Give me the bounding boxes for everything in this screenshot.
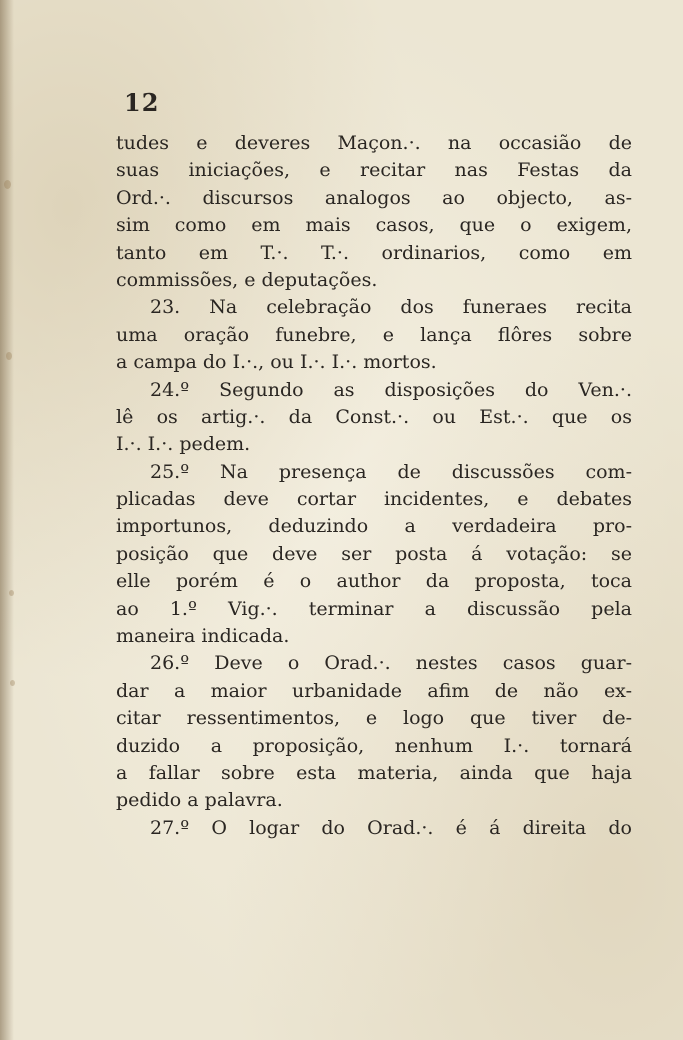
article-27-line: 27.º O logar do Orad.·. é á direita do [150,816,632,839]
text-line: elle porém é o author da proposta, toca [116,570,632,593]
page-edge-shadow [0,0,14,1040]
paper-stain [10,680,15,686]
text-line: a fallar sobre esta materia, ainda que haja [116,761,632,784]
text-line: uma oração funebre, e lança flôres sobre [116,323,632,346]
text-line: ao 1.º Vig.·. terminar a discussão pela [116,597,632,620]
text-line: lê os artig.·. da Const.·. ou Est.·. que os [116,405,632,428]
text-line: Ord.·. discursos analogos ao objecto, as- [116,186,632,209]
article-23-line: 23. Na celebração dos funeraes recita [150,296,632,319]
article-24-line: 24.º Segundo as disposições do Ven.·. [150,378,632,401]
text-line: sim como em mais casos, que o exigem, [116,214,632,237]
text-line: commissões, e deputações. [116,268,378,291]
text-line: posição que deve ser posta á votação: se [116,542,632,565]
paper-stain [9,590,14,596]
body-text [116,130,632,842]
text-line: a campa do I.·., ou I.·. I.·. mortos. [116,351,437,374]
text-line: duzido a proposição, nenhum I.·. tornará [116,734,632,757]
page-number: 12 [124,88,160,117]
paper-stain [4,180,11,189]
text-line: plicadas deve cortar incidentes, e debates [116,488,632,511]
text-line: pedido a palavra. [116,789,283,812]
text-line: maneira indicada. [116,625,290,648]
text-line: suas iniciações, e recitar nas Festas da [116,159,632,182]
text-line: citar ressentimentos, e logo que tiver de- [116,707,632,730]
paper-stain [6,352,12,360]
text-line: tudes e deveres Maçon.·. na occasião de [116,132,632,154]
text-line: importunos, deduzindo a verdadeira pro- [116,515,632,538]
article-25-line: 25.º Na presença de discussões com- [150,460,632,483]
text-line: tanto em T.·. T.·. ordinarios, como em [116,241,632,264]
text-line: dar a maior urbanidade afim de não ex- [116,679,632,702]
article-26-line: 26.º Deve o Orad.·. nestes casos guar- [150,652,632,675]
text-line: I.·. I.·. pedem. [116,433,251,456]
